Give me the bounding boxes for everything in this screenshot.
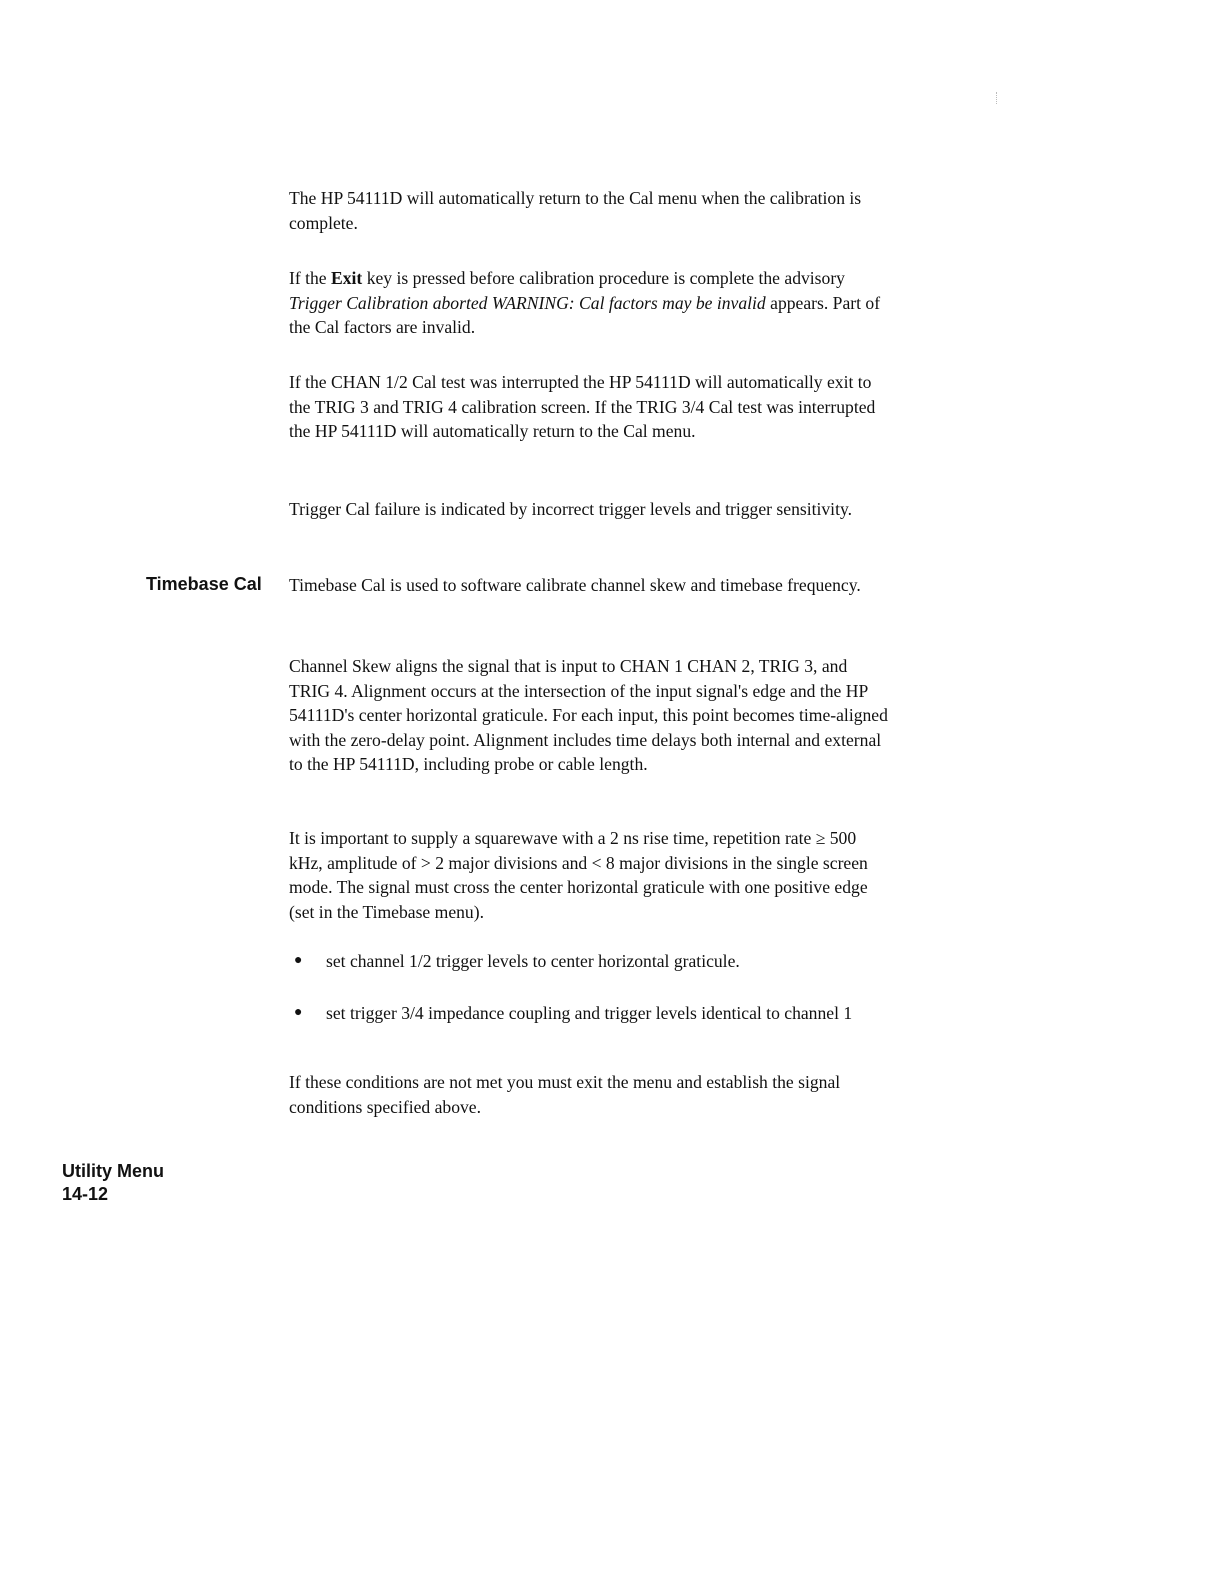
paragraph-timebase-cal	[289, 573, 889, 598]
page-number: 14-12	[62, 1184, 109, 1204]
paragraph-exit-warning	[289, 266, 889, 340]
section-heading-timebase-cal: Timebase Cal	[146, 574, 262, 594]
bullet-icon: ●	[294, 953, 303, 968]
list-item-text: set trigger 3/4 impedance coupling and trigger levels identical to channel 1	[326, 1003, 853, 1023]
paragraph-text: If the CHAN 1/2 Cal test was interrupted the HP 54111D will automatically exit to the TRIG 3 and TRIG 4 calibration screen. If the TRIG 3/4 Cal test was interrupted the HP 54111D will automatically return to the Cal menu.	[289, 372, 876, 441]
bullet-icon: ●	[294, 1005, 303, 1020]
paragraph-interrupted	[289, 370, 889, 444]
paragraph-cal-return	[289, 186, 889, 235]
paragraph-squarewave	[289, 826, 889, 924]
advisory-message: Trigger Calibration aborted WARNING: Cal factors may be invalid	[289, 292, 766, 313]
paragraph-text: If these conditions are not met you must exit the menu and establish the signal conditions specified above.	[289, 1072, 841, 1117]
text-run: If the	[289, 268, 332, 288]
text-run: appears. Part of the Cal factors are invalid.	[289, 292, 881, 337]
footer-section-title: Utility Menu	[62, 1161, 164, 1181]
paragraph-text	[289, 266, 889, 340]
paragraph-channel-skew	[289, 654, 889, 777]
page-footer	[62, 1160, 164, 1206]
paragraph-text: Trigger Cal failure is indicated by incorrect trigger levels and trigger sensitivity.	[289, 499, 853, 519]
list-item-text: set channel 1/2 trigger levels to center horizontal graticule.	[326, 951, 740, 971]
scan-speck	[996, 92, 998, 104]
list-item	[289, 1001, 889, 1026]
text-run: key is pressed before calibration procedure is complete the advisory	[362, 268, 845, 288]
paragraph-text: Timebase Cal is used to software calibrate channel skew and timebase frequency.	[289, 575, 861, 595]
paragraph-text: It is important to supply a squarewave with a 2 ns rise time, repetition rate ≥ 500 kHz, amplitude of > 2 major divisions and < 8 major divisions in the single screen mode. The signal must cross the center horizontal graticule with one positive edge (set in the Timebase menu).	[289, 828, 868, 922]
paragraph-text: Channel Skew aligns the signal that is input to CHAN 1 CHAN 2, TRIG 3, and TRIG 4. Alignment occurs at the intersection of the input signal's edge and the HP 54111D's center horizontal graticule. For each input, this point becomes time-aligned with the zero-delay point. Alignment includes time delays both internal and external to the HP 54111D, including probe or cable length.	[289, 656, 888, 774]
paragraph-text: The HP 54111D will automatically return to the Cal menu when the calibration is complete.	[289, 188, 862, 233]
list-item	[289, 949, 889, 974]
paragraph-conditions	[289, 1070, 889, 1119]
exit-key-label: Exit	[331, 268, 363, 288]
paragraph-trigger-failure	[289, 497, 889, 522]
